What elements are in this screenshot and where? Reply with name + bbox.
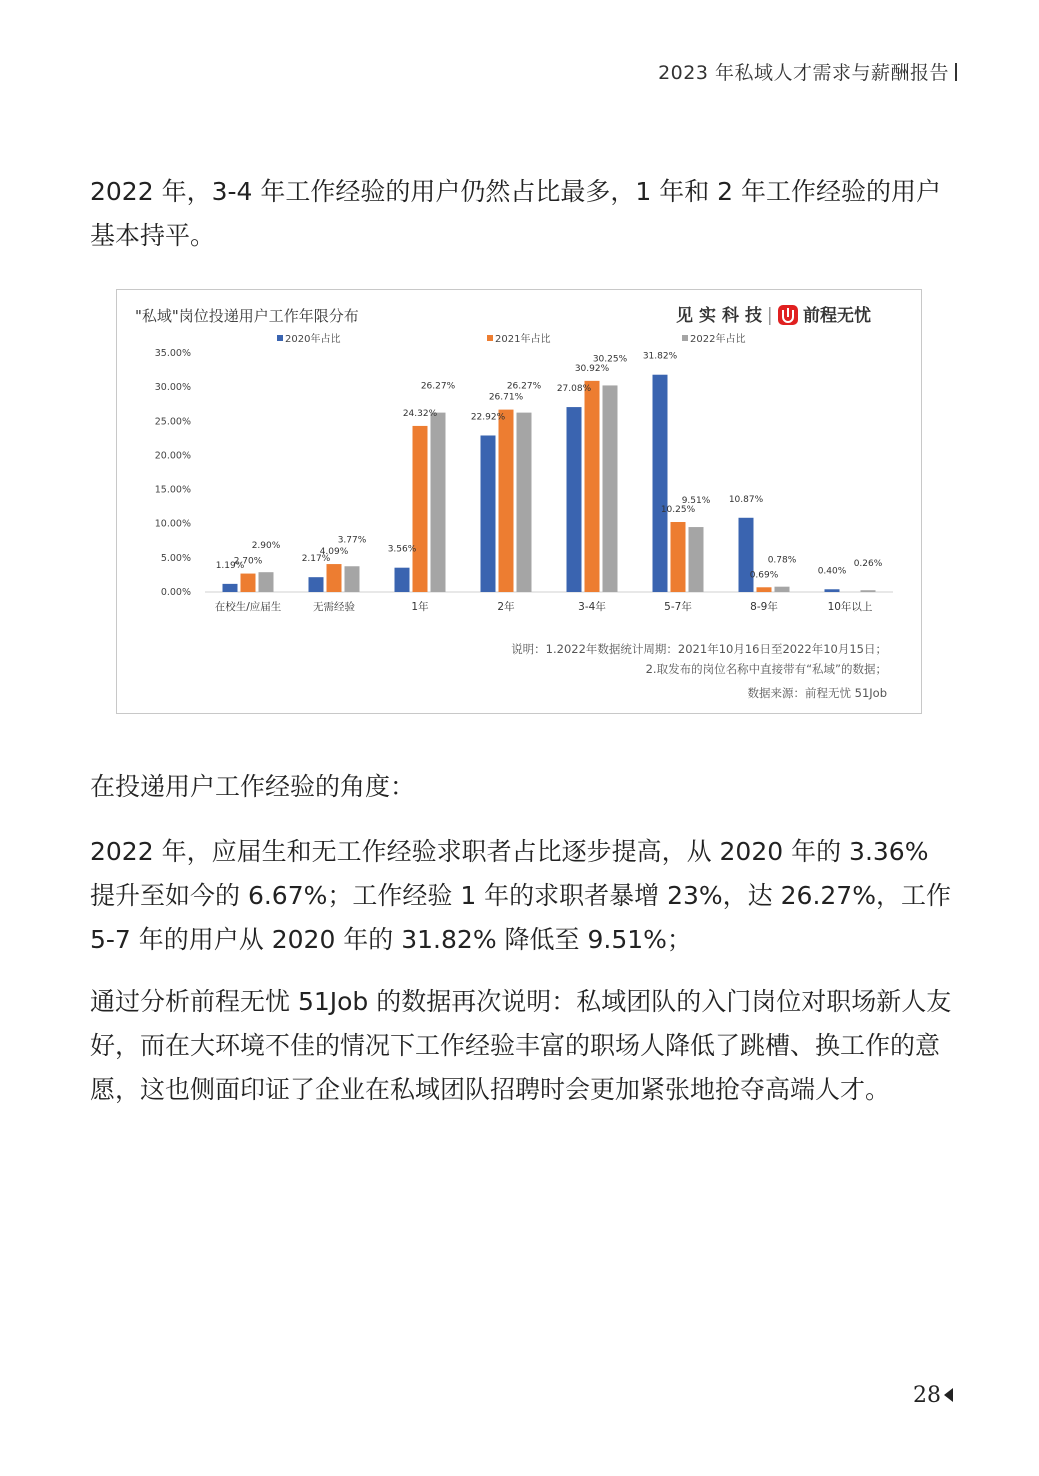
bar (481, 435, 496, 592)
bar (431, 413, 446, 592)
y-tick-label: 15.00% (154, 484, 191, 496)
bar (585, 381, 600, 592)
data-label: 0.26% (853, 559, 883, 570)
data-label: 26.27% (420, 381, 456, 392)
experience-distribution-chart (116, 289, 922, 714)
legend-swatch (487, 335, 493, 341)
x-axis-categories (215, 600, 873, 613)
report-header-title (658, 58, 957, 85)
chart-legend (277, 332, 745, 345)
data-label: 2.70% (233, 556, 263, 567)
y-tick-label: 0.00% (160, 587, 191, 598)
data-label: 0.40% (817, 566, 847, 577)
x-category-label: 无需经验 (313, 601, 355, 613)
bar (499, 410, 514, 592)
chart-svg (117, 290, 923, 715)
legend-swatch (682, 335, 688, 341)
data-label: 4.09% (319, 547, 349, 558)
chart-note-1: 说明：1.2022年数据统计周期：2021年10月16日至2022年10月15日； (511, 642, 887, 656)
legend-swatch (277, 335, 283, 341)
bar (739, 518, 754, 592)
bar (413, 426, 428, 592)
y-axis (155, 348, 191, 598)
bar (671, 522, 686, 592)
bar (603, 385, 618, 592)
chart-title: "私域"岗位投递用户工作年限分布 (135, 307, 359, 325)
data-label: 24.32% (402, 408, 438, 419)
brand-right-text: 前程无忧 (803, 306, 871, 326)
bar (825, 589, 840, 592)
brand-divider (769, 307, 771, 325)
legend-label: 2020年占比 (285, 334, 341, 345)
data-label: 9.51% (681, 496, 711, 507)
data-label: 1.19% (215, 560, 245, 571)
bar (567, 407, 582, 592)
data-label: 10.25% (660, 505, 696, 516)
y-tick-label: 35.00% (154, 348, 191, 359)
data-label: 31.82% (642, 351, 678, 362)
data-label: 30.25% (592, 354, 628, 365)
data-label: 26.27% (506, 381, 542, 392)
legend-label: 2021年占比 (495, 334, 551, 345)
x-category-label: 2年 (497, 601, 515, 613)
page-arrow-icon (944, 1388, 953, 1402)
chart-notes (511, 642, 887, 700)
x-category-label: 1年 (411, 601, 429, 613)
bar (775, 587, 790, 592)
qiancheng-logo-icon (778, 305, 798, 325)
bar (309, 577, 324, 592)
data-label: 26.71% (488, 392, 524, 403)
data-labels-layer (216, 352, 883, 581)
page-number: 28 (913, 1383, 941, 1408)
x-category-label: 8-9年 (750, 601, 778, 613)
data-label: 10.87% (728, 494, 764, 505)
data-label: 22.92% (470, 412, 506, 423)
y-tick-label: 25.00% (154, 416, 191, 428)
y-tick-label: 20.00% (154, 450, 191, 462)
bar (395, 568, 410, 592)
paragraph-subheading: 在投递用户工作经验的角度： (90, 772, 416, 801)
bar (861, 590, 876, 592)
y-tick-label: 10.00% (154, 518, 191, 530)
bar (517, 413, 532, 592)
x-category-label: 5-7年 (664, 601, 692, 613)
chart-note-2: 2.取发布的岗位名称中直接带有“私域”的数据； (645, 662, 887, 676)
data-label: 30.92% (574, 363, 610, 374)
header-title-text: 2023 年私域人才需求与薪酬报告 (658, 62, 949, 84)
brand-left-text: 见实科技 (676, 306, 768, 326)
data-label: 2.90% (251, 541, 281, 552)
data-label: 3.77% (337, 535, 367, 546)
bar (653, 375, 668, 592)
x-category-label: 3-4年 (578, 601, 606, 613)
brand-logos (676, 305, 871, 326)
data-label: 27.08% (556, 384, 592, 395)
x-category-label: 10年以上 (827, 601, 873, 613)
legend-label: 2022年占比 (690, 334, 746, 345)
paragraph-intro: 2022 年，3-4 年工作经验的用户仍然占比最多，1 年和 2 年工作经验的用户基本持平。 (90, 177, 942, 250)
data-label: 2.17% (301, 554, 331, 565)
bar (689, 527, 704, 592)
x-category-label: 在校生/应届生 (214, 601, 282, 613)
chart-source: 数据来源：前程无忧 51Job (747, 686, 887, 700)
bar (345, 566, 360, 592)
bar (223, 584, 238, 592)
bar (757, 587, 772, 592)
bar (241, 574, 256, 592)
bar (327, 564, 342, 592)
data-label: 3.56% (387, 544, 417, 555)
data-label: 0.78% (767, 555, 797, 566)
y-tick-label: 5.00% (160, 552, 191, 564)
header-divider (955, 63, 957, 81)
bar (259, 572, 274, 592)
paragraph-conclusion: 通过分析前程无忧 51Job 的数据再次说明：私域团队的入门岗位对职场新人友好，而在大环境不佳的情况下工作经验丰富的职场人降低了跳槽、换工作的意愿，这也侧面印证了企业在私域团队招聘时会更加紧张地抢夺高端人才。 (90, 987, 952, 1104)
paragraph-analysis: 2022 年，应届生和无工作经验求职者占比逐步提高，从 2020 年的 3.36% 提升至如今的 6.67%；工作经验 1 年的求职者暴增 23%，达 26.27%，工作 5-7 年的用户从 2020 年的 31.82% 降低至 9.51%； (90, 837, 951, 954)
data-label: 0.69% (749, 570, 779, 581)
y-tick-label: 30.00% (154, 382, 191, 394)
